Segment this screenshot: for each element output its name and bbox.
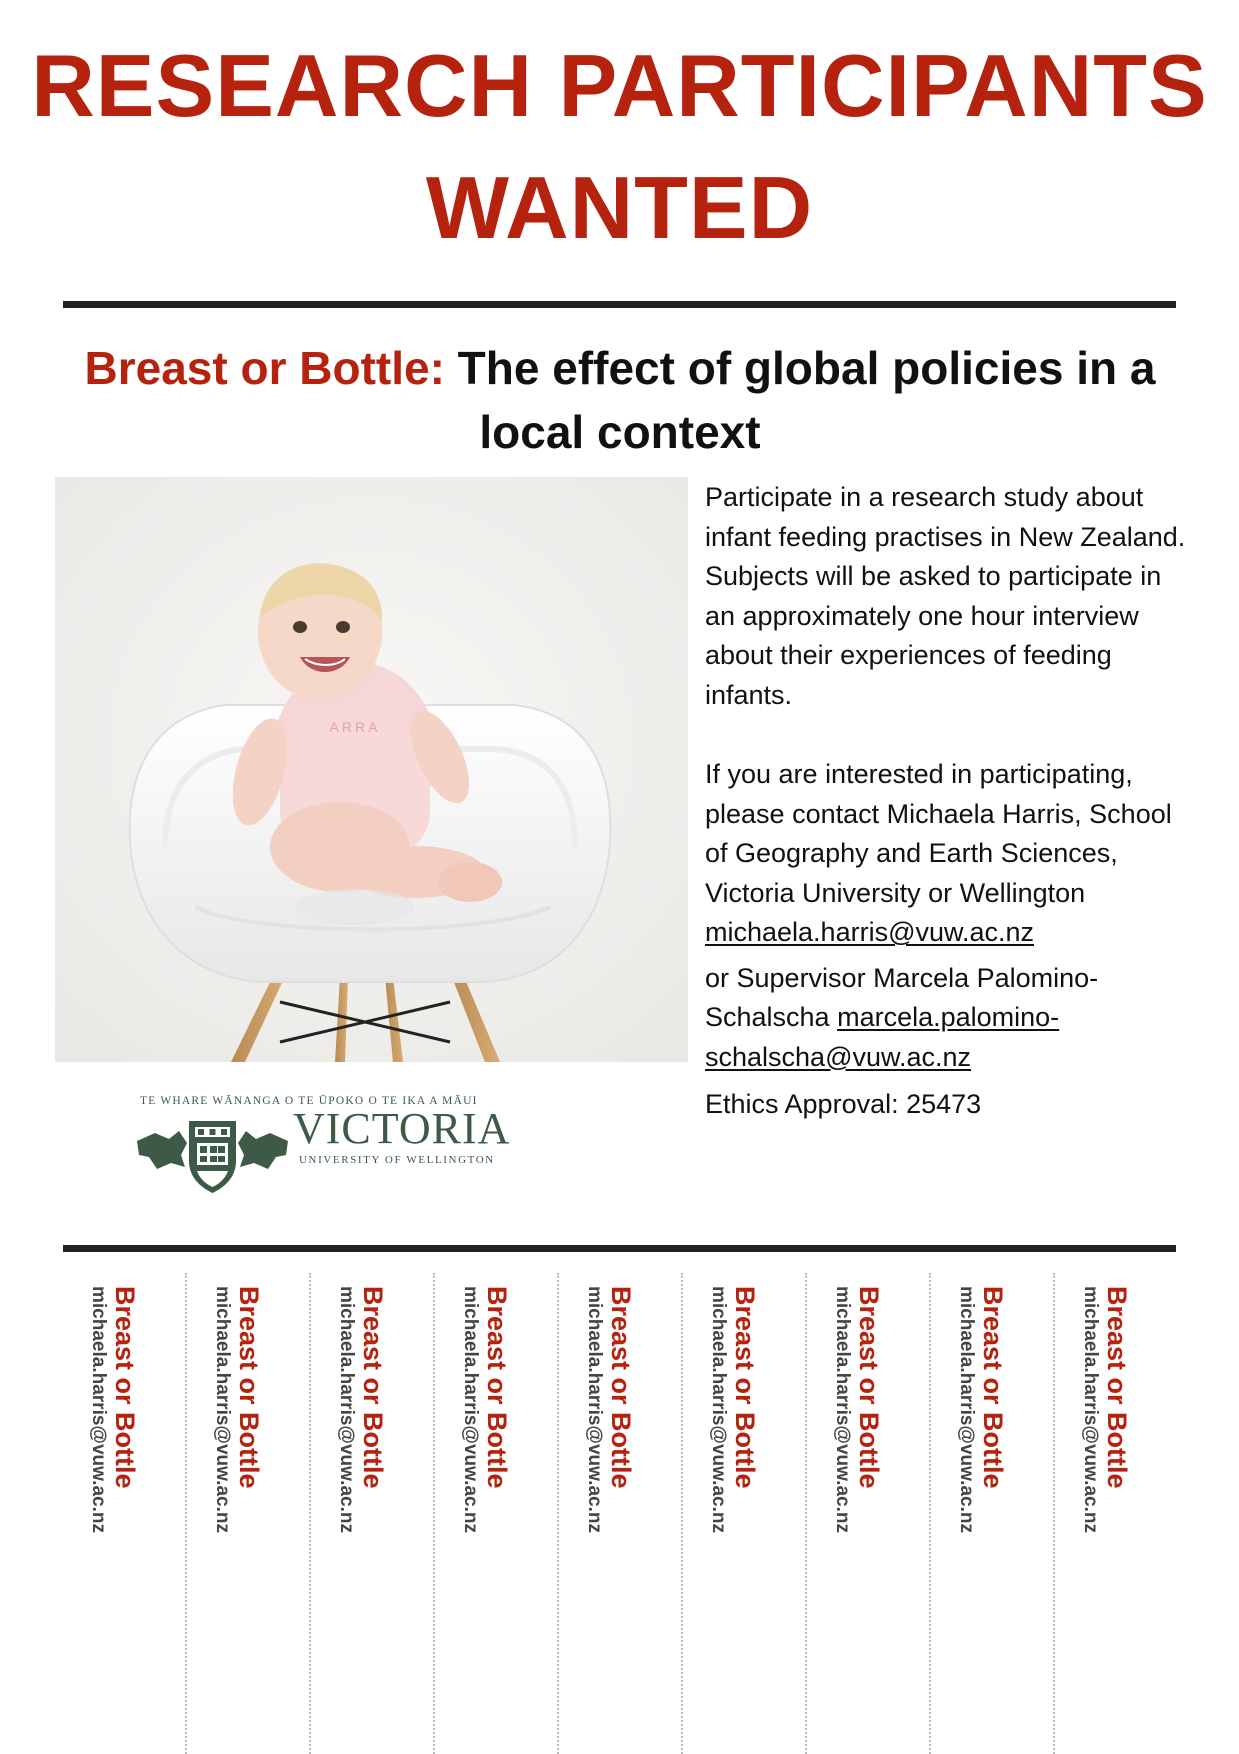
ethics-approval: Ethics Approval: 25473 bbox=[705, 1089, 982, 1119]
strip-title: Breast or Bottle bbox=[606, 1286, 636, 1489]
strip-text bbox=[86, 1286, 140, 1533]
tear-off-strip[interactable] bbox=[806, 1268, 930, 1754]
logo-subtitle: UNIVERSITY OF WELLINGTON bbox=[299, 1154, 495, 1166]
contact-email-link[interactable]: michaela.harris@vuw.ac.nz bbox=[705, 917, 1035, 947]
strip-email: michaela.harris@vuw.ac.nz bbox=[336, 1286, 357, 1533]
strip-text bbox=[210, 1286, 264, 1533]
strip-title: Breast or Bottle bbox=[234, 1286, 264, 1489]
tear-off-strip[interactable] bbox=[310, 1268, 434, 1754]
strip-text bbox=[706, 1286, 760, 1533]
info-column bbox=[705, 478, 1195, 1125]
contact-text: If you are interested in participating, please contact Michaela Harris, School of Geography and Earth Sciences, Victoria University or Wellington bbox=[705, 759, 1172, 908]
strip-title: Breast or Bottle bbox=[854, 1286, 884, 1489]
crest-icon bbox=[135, 1111, 290, 1195]
strip-email: michaela.harris@vuw.ac.nz bbox=[956, 1286, 977, 1533]
strip-email: michaela.harris@vuw.ac.nz bbox=[88, 1286, 109, 1533]
tear-off-strip[interactable] bbox=[186, 1268, 310, 1754]
strip-email: michaela.harris@vuw.ac.nz bbox=[460, 1286, 481, 1533]
victoria-university-logo bbox=[135, 1095, 535, 1195]
strip-email: michaela.harris@vuw.ac.nz bbox=[584, 1286, 605, 1533]
bottom-divider bbox=[63, 1245, 1176, 1252]
logo-tagline: TE WHARE WĀNANGA O TE ŪPOKO O TE IKA A MĀUI bbox=[140, 1095, 478, 1107]
strip-title: Breast or Bottle bbox=[482, 1286, 512, 1489]
strip-title: Breast or Bottle bbox=[730, 1286, 760, 1489]
supervisor-email-link[interactable]: marcela.palomino-schalscha@vuw.ac.nz bbox=[705, 1002, 1060, 1072]
baby-on-chair-illustration bbox=[55, 477, 688, 1062]
strip-email: michaela.harris@vuw.ac.nz bbox=[832, 1286, 853, 1533]
tear-off-strip[interactable] bbox=[930, 1268, 1054, 1754]
strip-email: michaela.harris@vuw.ac.nz bbox=[708, 1286, 729, 1533]
strip-text bbox=[830, 1286, 884, 1533]
study-title-rest: The effect of global policies in a local context bbox=[444, 342, 1156, 458]
strip-title: Breast or Bottle bbox=[978, 1286, 1008, 1489]
tear-off-strip[interactable] bbox=[434, 1268, 558, 1754]
study-title-accent: Breast or Bottle: bbox=[84, 342, 445, 394]
headline-line-1: RESEARCH PARTICIPANTS bbox=[31, 36, 1208, 135]
study-title bbox=[40, 336, 1200, 464]
strip-text bbox=[458, 1286, 512, 1533]
baby-photo bbox=[55, 477, 688, 1062]
strip-text bbox=[334, 1286, 388, 1533]
study-description: Participate in a research study about infant feeding practises in New Zealand. Subjects will be asked to participate in an approximately one hour interview about their experiences of feeding infants. bbox=[705, 482, 1186, 710]
strip-title: Breast or Bottle bbox=[1102, 1286, 1132, 1489]
top-divider bbox=[63, 301, 1176, 308]
strip-title: Breast or Bottle bbox=[110, 1286, 140, 1489]
tear-off-strip[interactable] bbox=[682, 1268, 806, 1754]
headline-line-2: WANTED bbox=[425, 158, 814, 257]
logo-name: VICTORIA bbox=[293, 1104, 511, 1153]
strip-text bbox=[1078, 1286, 1132, 1533]
contact-paragraph bbox=[705, 755, 1195, 953]
tear-off-strip[interactable] bbox=[1054, 1268, 1178, 1754]
strip-title: Breast or Bottle bbox=[358, 1286, 388, 1489]
supervisor-paragraph bbox=[705, 959, 1195, 1078]
supervisor-text: or Supervisor Marcela Palomino-Schalscha bbox=[705, 962, 1099, 1032]
tear-off-strips bbox=[62, 1268, 1178, 1754]
tear-off-strip[interactable] bbox=[62, 1268, 186, 1754]
strip-email: michaela.harris@vuw.ac.nz bbox=[1080, 1286, 1101, 1533]
strip-text bbox=[582, 1286, 636, 1533]
tear-off-strip[interactable] bbox=[558, 1268, 682, 1754]
onesie-text: ARRA bbox=[329, 719, 381, 735]
strip-email: michaela.harris@vuw.ac.nz bbox=[212, 1286, 233, 1533]
strip-text bbox=[954, 1286, 1008, 1533]
